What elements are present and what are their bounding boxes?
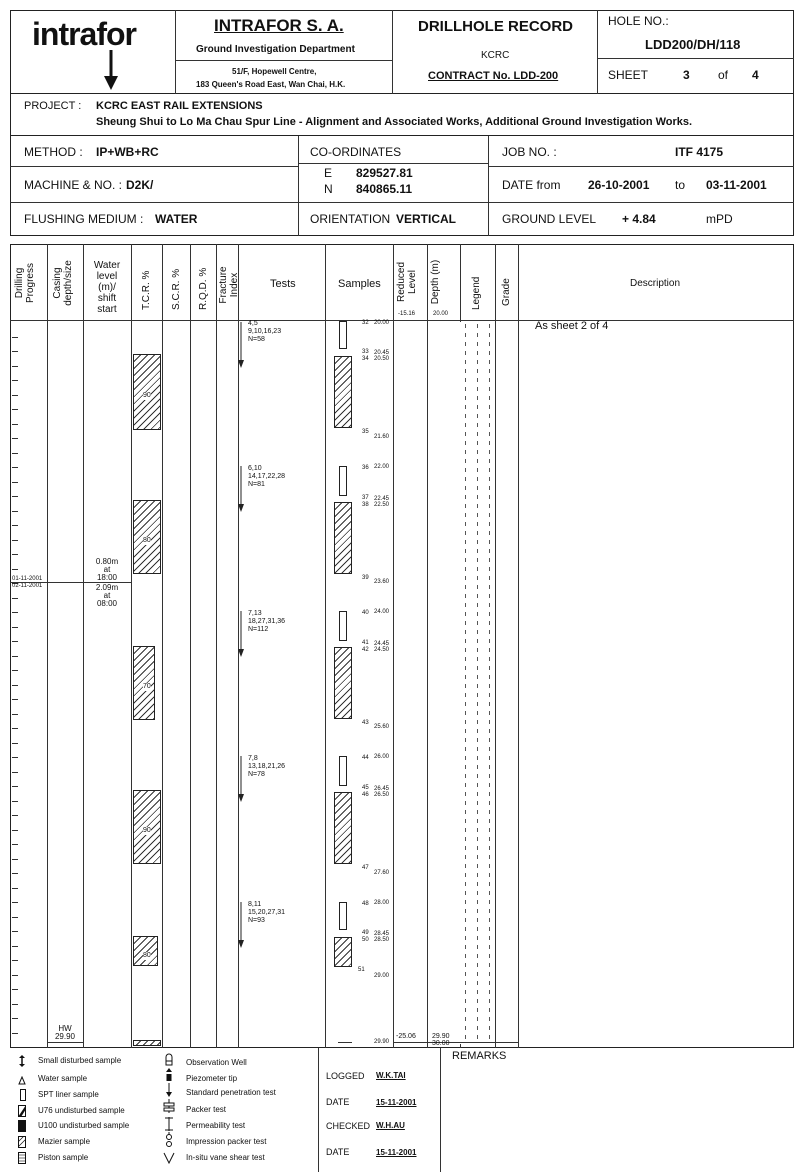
water-levels	[84, 558, 130, 608]
company-logo: intrafor	[32, 16, 136, 52]
depth-tick	[12, 728, 18, 729]
depth-tick	[12, 815, 18, 816]
key-item: SPT liner sample	[38, 1090, 99, 1099]
sample-no: 44	[362, 755, 369, 761]
sample-depth: 20.45	[374, 350, 390, 356]
col-header-grade: Grade	[501, 278, 512, 306]
water-val: at	[103, 591, 111, 600]
sample-depth: 28.00	[374, 900, 390, 906]
remarks-label: REMARKS	[452, 1050, 507, 1062]
col-line	[190, 244, 191, 1048]
spt-blows: 15,20,27,31	[248, 909, 285, 916]
sample-depth: 26.00	[374, 754, 390, 760]
logged-label: LOGGED	[326, 1071, 365, 1081]
u100-sample	[334, 647, 352, 719]
depth-tick	[12, 395, 18, 396]
depth-tick	[12, 685, 18, 686]
key-item: Observation Well	[186, 1058, 247, 1067]
end-reduced-level: -25.06	[396, 1033, 416, 1040]
tcr-value: 90	[143, 392, 151, 399]
depth-tick	[12, 1033, 18, 1034]
depth-tick	[12, 844, 18, 845]
depth-tick	[12, 975, 18, 976]
divider	[10, 202, 794, 203]
depth-tick	[12, 525, 18, 526]
flush: WATER	[155, 212, 198, 226]
water-val: 0.80m	[95, 557, 119, 566]
sample-no: 50	[362, 937, 369, 943]
casing-end	[50, 1025, 80, 1041]
spt-blows: 6,10	[248, 465, 262, 472]
project-title: KCRC EAST RAIL EXTENSIONS	[96, 100, 263, 112]
tcr-value: 80	[143, 952, 151, 959]
u100-sample	[334, 356, 352, 428]
sample-depth: 20.00	[374, 320, 390, 326]
spt-test	[248, 901, 285, 925]
depth-tick	[12, 409, 18, 410]
date2-label: DATE	[326, 1147, 350, 1157]
tcr-value: 90	[143, 827, 151, 834]
water-h4: shift	[97, 293, 117, 304]
machine-label: MACHINE & NO. :	[24, 178, 123, 192]
col-header-depth: Depth (m)	[430, 259, 441, 305]
orient-label: ORIENTATION	[310, 212, 391, 226]
spt-blows: 14,17,22,28	[248, 473, 285, 480]
department: Ground Investigation Department	[196, 44, 355, 55]
sample-depth: 25.60	[374, 724, 390, 730]
date1-label: DATE	[326, 1097, 350, 1107]
address-line1: 51/F, Hopewell Centre,	[232, 67, 317, 76]
spt-test	[248, 755, 285, 779]
u100-sample	[334, 792, 352, 864]
water-h5: start	[97, 304, 117, 315]
casing-line	[47, 1042, 83, 1043]
spt-liner-sample	[339, 466, 347, 496]
date-to: 03-11-2001	[706, 178, 767, 192]
ground-value: + 4.84	[622, 212, 656, 226]
col-line	[162, 244, 163, 1048]
spt-n: N=78	[248, 771, 265, 778]
depth-tick	[12, 946, 18, 947]
sample-no: 42	[362, 647, 369, 653]
sample-depth: 28.45	[374, 931, 390, 937]
depth-tick	[12, 337, 18, 338]
depth-tick	[12, 699, 18, 700]
key-item: Piezometer tip	[186, 1074, 238, 1083]
depth-tick	[12, 931, 18, 932]
sample-depth: 26.45	[374, 786, 390, 792]
spt-liner-sample	[339, 756, 347, 786]
depth-tick	[12, 772, 18, 773]
spt-n: N=112	[248, 626, 269, 633]
depth-tick	[12, 612, 18, 613]
method-label: METHOD :	[24, 145, 83, 159]
depth-tick	[12, 714, 18, 715]
divider	[298, 136, 299, 236]
sample-depth: 22.45	[374, 496, 390, 502]
depth-tick	[12, 627, 18, 628]
logo-arrow-icon	[104, 50, 118, 90]
key-item: Piston sample	[38, 1153, 89, 1162]
divider	[10, 166, 298, 167]
spt-test	[248, 465, 285, 489]
col-line	[393, 244, 394, 1048]
casing-depth: 29.90	[54, 1032, 76, 1041]
ground-label: GROUND LEVEL	[502, 212, 597, 226]
depth-tick	[12, 801, 18, 802]
depth-tick	[12, 380, 18, 381]
water-val: 2.09m	[95, 583, 119, 592]
legend-pattern	[460, 322, 495, 1044]
divider	[392, 10, 393, 94]
sample-depth: 28.50	[374, 937, 390, 943]
water-val: 18:00	[96, 573, 118, 582]
depth-tick	[12, 902, 18, 903]
hole-no: LDD200/DH/118	[645, 37, 741, 52]
date-from: 26-10-2001	[588, 178, 650, 192]
sheet-of: of	[718, 68, 729, 82]
col-header-tests: Tests	[270, 278, 296, 290]
col-header-reduced: Reduced Level	[396, 261, 418, 303]
depth-tick	[12, 511, 18, 512]
depth-tick	[12, 960, 18, 961]
key-item: Packer test	[186, 1105, 227, 1114]
sample-depth: 24.50	[374, 647, 390, 653]
divider	[597, 58, 794, 59]
record-title: DRILLHOLE RECORD	[418, 18, 573, 35]
hole-no-label: HOLE NO.:	[608, 14, 669, 28]
core-run	[133, 1040, 161, 1046]
end-line	[393, 1042, 518, 1043]
sample-no: 49	[362, 930, 369, 936]
sheet-no: 3	[683, 68, 690, 82]
col-header-tcr: T.C.R. %	[141, 270, 152, 310]
sample-depth: 26.50	[374, 792, 390, 798]
coords-label: CO-ORDINATES	[310, 145, 402, 159]
ground-unit: mPD	[706, 212, 733, 226]
method: IP+WB+RC	[96, 145, 159, 159]
sample-depth: 29.00	[374, 973, 390, 979]
flush-label: FLUSHING MEDIUM :	[24, 212, 144, 226]
spt-arrow-icon	[238, 611, 244, 662]
tcr-value: 70	[143, 683, 151, 690]
sample-depth: 22.50	[374, 502, 390, 508]
depth-tick	[12, 540, 18, 541]
col-header-water	[84, 260, 130, 315]
sample-end-line	[338, 1042, 352, 1043]
sheet-label: SHEET	[608, 68, 649, 82]
col-header-drilling: Drilling Progress	[14, 263, 36, 304]
sample-depth: 24.00	[374, 609, 390, 615]
spt-blows: 18,27,31,36	[248, 618, 285, 625]
depth-tick	[12, 366, 18, 367]
sample-depth: 20.50	[374, 356, 390, 362]
n-label: N	[324, 182, 333, 196]
spt-blows: 8,11	[248, 901, 262, 908]
depth-tick	[12, 830, 18, 831]
divider	[597, 10, 598, 94]
depth-tick	[12, 641, 18, 642]
n-value: 840865.11	[356, 182, 413, 196]
water-h2: level	[96, 271, 118, 282]
sample-no: 39	[362, 575, 369, 581]
key-item: Standard penetration test	[186, 1088, 276, 1097]
date-to-label: to	[675, 178, 686, 192]
col-line	[83, 244, 84, 1048]
depth-tick	[12, 989, 18, 990]
sample-no: 48	[362, 901, 369, 907]
key-item: U100 undisturbed sample	[38, 1121, 130, 1130]
depth-tick	[12, 786, 18, 787]
sample-no: 45	[362, 785, 369, 791]
depth-tick	[12, 656, 18, 657]
spt-blows: 9,10,16,23	[248, 328, 282, 335]
sheet-total: 4	[752, 68, 759, 82]
sample-no: 41	[362, 640, 369, 646]
col-line	[47, 244, 48, 1048]
spt-liner-sample	[339, 321, 347, 349]
depth-tick	[12, 888, 18, 889]
sample-no: 47	[362, 865, 369, 871]
tcr-value: 80	[143, 537, 151, 544]
depth-tick	[12, 743, 18, 744]
job-label: JOB NO. :	[502, 145, 557, 159]
col-header-legend: Legend	[471, 276, 482, 310]
sample-no: 37	[362, 495, 369, 501]
sample-no: 43	[362, 720, 369, 726]
spt-arrow-icon	[238, 466, 244, 517]
spt-blows: 4,5	[248, 320, 258, 327]
col-line	[518, 244, 519, 1048]
spt-blows: 7,8	[248, 755, 258, 762]
sample-depth: 24.45	[374, 641, 390, 647]
depth-tick	[12, 496, 18, 497]
depth-tick	[12, 1018, 18, 1019]
divider	[440, 1048, 441, 1172]
depth-tick	[12, 453, 18, 454]
divider	[318, 1048, 319, 1172]
end-depth: 30.00	[432, 1040, 450, 1047]
depth-tick	[12, 438, 18, 439]
progress-date: 01-11-2001	[12, 576, 43, 582]
sample-depth: 23.60	[374, 579, 390, 585]
spt-blows: 13,18,21,26	[248, 763, 285, 770]
reduced-top: -15.16	[398, 311, 416, 317]
spt-liner-sample	[339, 902, 347, 930]
sample-depth: 21.60	[374, 434, 390, 440]
spt-arrow-icon	[238, 322, 244, 373]
col-header-fracture: Fracture Index	[218, 266, 240, 304]
contract: CONTRACT No. LDD-200	[428, 70, 559, 82]
log-table	[10, 244, 794, 1048]
header-divider	[10, 320, 794, 321]
casing-size: HW	[58, 1024, 72, 1033]
sample-no: 46	[362, 792, 369, 798]
water-val: at	[103, 565, 111, 574]
water-h3: (m)/	[98, 282, 116, 293]
sample-no: 40	[362, 610, 369, 616]
key-item: Small disturbed sample	[38, 1056, 122, 1065]
date2: 15-11-2001	[376, 1148, 417, 1157]
depth-top: 20.00	[433, 311, 449, 317]
logged-by: W.K.TAI	[376, 1071, 406, 1080]
spt-n: N=93	[248, 917, 265, 924]
divider	[298, 163, 488, 164]
key-icon-small-disturbed	[18, 1054, 26, 1072]
sample-depth: 29.90	[374, 1039, 390, 1045]
spt-arrow-icon	[238, 902, 244, 953]
sample-no: 36	[362, 465, 369, 471]
depth-tick	[12, 670, 18, 671]
key-item: U76 undisturbed sample	[38, 1106, 125, 1115]
sample-no: 32	[362, 320, 369, 326]
key-icon-vane-shear	[163, 1151, 175, 1169]
checked-label: CHECKED	[326, 1121, 371, 1131]
depth-tick	[12, 351, 18, 352]
date1: 15-11-2001	[376, 1098, 417, 1107]
col-line	[495, 244, 496, 1048]
key-item: Impression packer test	[186, 1137, 267, 1146]
key-item: Permeability test	[186, 1121, 246, 1130]
job-value: ITF 4175	[675, 145, 724, 159]
spt-blows: 7,13	[248, 610, 262, 617]
u100-sample	[334, 502, 352, 574]
spt-n: N=58	[248, 336, 265, 343]
col-line	[216, 244, 217, 1048]
sample-no: 51	[358, 967, 365, 973]
col-header-scr: S.C.R. %	[171, 268, 182, 310]
spt-test	[248, 320, 281, 344]
sample-no: 34	[362, 356, 369, 362]
spt-test	[248, 610, 285, 634]
machine: D2K/	[126, 178, 154, 192]
depth-tick	[12, 873, 18, 874]
date-label: DATE from	[502, 178, 561, 192]
orient: VERTICAL	[396, 212, 456, 226]
progress-date: 02-11-2001	[12, 583, 43, 589]
col-line	[325, 244, 326, 1048]
spt-liner-sample	[339, 611, 347, 641]
key-item: In-situ vane shear test	[186, 1153, 265, 1162]
e-label: E	[324, 166, 333, 180]
water-h1: Water	[93, 260, 121, 271]
depth-tick	[12, 859, 18, 860]
sample-depth: 22.00	[374, 464, 390, 470]
depth-tick	[12, 424, 18, 425]
col-line	[427, 244, 428, 1048]
water-val: 08:00	[96, 599, 118, 608]
depth-tick	[12, 467, 18, 468]
project-label: PROJECT :	[24, 100, 82, 112]
depth-tick	[12, 482, 18, 483]
col-header-samples: Samples	[338, 278, 381, 290]
divider	[175, 60, 392, 61]
e-value: 829527.81	[356, 166, 413, 180]
checked-by: W.H.AU	[376, 1121, 405, 1130]
spt-arrow-icon	[238, 756, 244, 807]
address-line2: 183 Queen's Road East, Wan Chai, H.K.	[196, 80, 346, 89]
company-name: INTRAFOR S. A.	[214, 16, 344, 35]
spt-n: N=81	[248, 481, 265, 488]
key-icon-piston	[18, 1151, 26, 1169]
key-icon-impression-packer	[164, 1132, 174, 1153]
col-line	[131, 244, 132, 1048]
col-header-description: Description	[630, 278, 681, 289]
col-header-rqd: R.Q.D. %	[198, 267, 209, 310]
depth-tick	[12, 569, 18, 570]
divider	[175, 10, 176, 94]
depth-tick	[12, 1004, 18, 1005]
key-item: Mazier sample	[38, 1137, 91, 1146]
col-header-casing: Casing depth/size	[52, 260, 74, 306]
depth-tick	[12, 554, 18, 555]
project-subtitle: Sheung Shui to Lo Ma Chau Spur Line - Alignment and Associated Works, Additional Ground Investigation Works.	[96, 116, 693, 128]
end-depth: 29.90	[432, 1033, 450, 1040]
core-run	[133, 936, 158, 966]
sample-depth: 27.60	[374, 870, 390, 876]
key-icon-packer	[162, 1099, 176, 1118]
divider	[488, 166, 794, 167]
client: KCRC	[481, 50, 510, 61]
key-item: Water sample	[38, 1074, 88, 1083]
sample-no: 35	[362, 429, 369, 435]
sample-no: 38	[362, 502, 369, 508]
depth-tick	[12, 917, 18, 918]
description-text: As sheet 2 of 4	[535, 320, 609, 332]
depth-tick	[12, 757, 18, 758]
u100-sample	[334, 937, 352, 967]
divider	[488, 136, 489, 236]
depth-tick	[12, 598, 18, 599]
sample-no: 33	[362, 349, 369, 355]
